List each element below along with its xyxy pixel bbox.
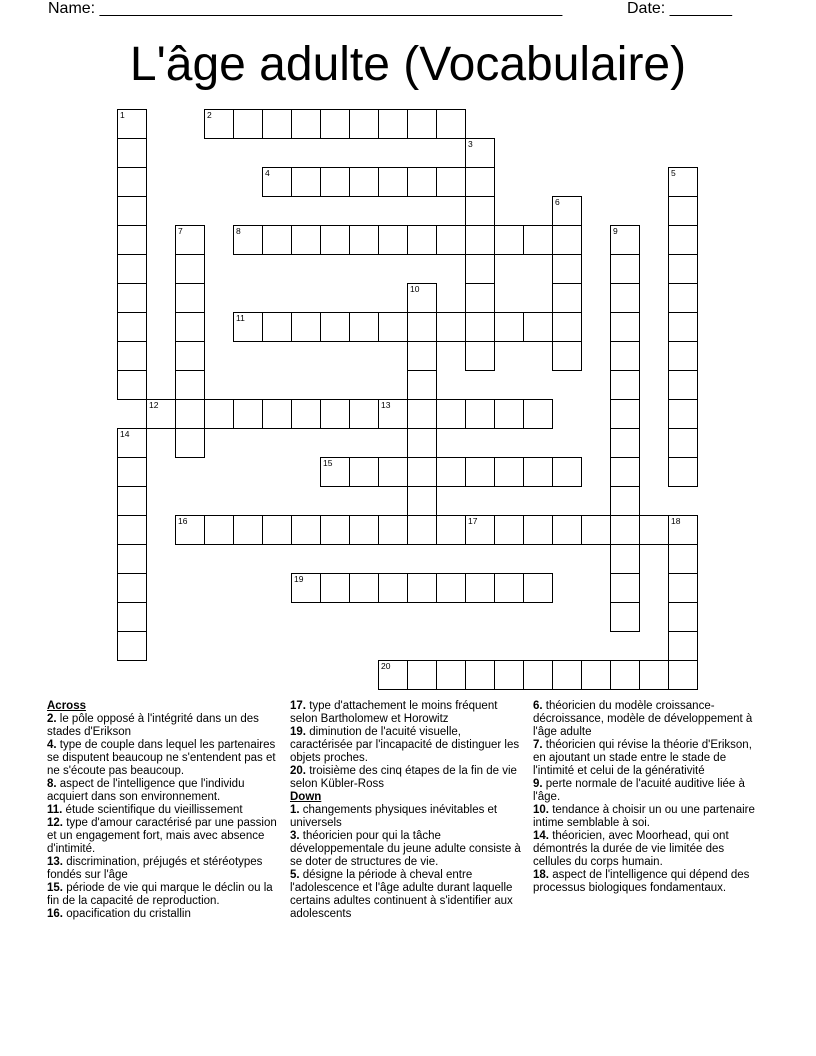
grid-cell[interactable] bbox=[610, 602, 640, 632]
grid-cell[interactable] bbox=[668, 312, 698, 342]
grid-cell[interactable] bbox=[407, 486, 437, 516]
grid-cell[interactable] bbox=[668, 573, 698, 603]
clue-number-label: 9 bbox=[613, 226, 618, 236]
grid-cell[interactable] bbox=[407, 312, 437, 342]
clue-text: troisième des cinq étapes de la fin de vie selon Kübler-Ross bbox=[290, 765, 517, 790]
across-clue bbox=[290, 726, 526, 765]
date-field-label: Date: _______ bbox=[627, 0, 732, 17]
grid-cell[interactable] bbox=[610, 515, 640, 545]
grid-cell[interactable] bbox=[378, 573, 408, 603]
grid-cell[interactable] bbox=[465, 283, 495, 313]
grid-cell[interactable] bbox=[494, 515, 524, 545]
clue-number-label: 16 bbox=[178, 516, 188, 526]
grid-cell[interactable] bbox=[117, 283, 147, 313]
clue-number: 12. bbox=[47, 817, 63, 829]
grid-cell[interactable] bbox=[407, 515, 437, 545]
grid-cell[interactable] bbox=[117, 544, 147, 574]
across-clue bbox=[47, 856, 279, 882]
clue-number-label: 8 bbox=[236, 226, 241, 236]
across-clue bbox=[47, 908, 279, 921]
grid-cell[interactable] bbox=[175, 225, 205, 255]
grid-cell[interactable] bbox=[436, 225, 466, 255]
across-clue bbox=[47, 804, 279, 817]
grid-cell[interactable] bbox=[465, 196, 495, 226]
grid-cell[interactable] bbox=[523, 399, 553, 429]
grid-cell[interactable] bbox=[668, 167, 698, 197]
grid-cell[interactable] bbox=[407, 370, 437, 400]
grid-cell[interactable] bbox=[320, 573, 350, 603]
grid-cell[interactable] bbox=[407, 283, 437, 313]
grid-cell[interactable] bbox=[610, 225, 640, 255]
clue-text: aspect de l'intelligence qui dépend des processus biologiques fondamentaux. bbox=[533, 869, 750, 894]
grid-cell[interactable] bbox=[552, 225, 582, 255]
grid-cell[interactable] bbox=[552, 254, 582, 284]
grid-cell[interactable] bbox=[465, 457, 495, 487]
grid-cell[interactable] bbox=[291, 109, 321, 139]
grid-cell[interactable] bbox=[117, 602, 147, 632]
grid-cell[interactable] bbox=[291, 573, 321, 603]
grid-cell[interactable] bbox=[291, 225, 321, 255]
down-clue bbox=[533, 739, 765, 778]
grid-cell[interactable] bbox=[668, 602, 698, 632]
clue-text: théoricien qui révise la théorie d'Erikson, en ajoutant un stade entre le stade de l'intimité et celui de la générativité bbox=[533, 739, 752, 777]
grid-cell[interactable] bbox=[465, 167, 495, 197]
grid-cell[interactable] bbox=[552, 312, 582, 342]
grid-cell[interactable] bbox=[668, 341, 698, 371]
grid-cell[interactable] bbox=[494, 573, 524, 603]
grid-cell[interactable] bbox=[117, 341, 147, 371]
grid-cell[interactable] bbox=[668, 544, 698, 574]
clue-number: 9. bbox=[533, 778, 543, 790]
grid-cell[interactable] bbox=[494, 399, 524, 429]
grid-cell[interactable] bbox=[175, 515, 205, 545]
clue-number: 4. bbox=[47, 739, 57, 751]
grid-cell[interactable] bbox=[436, 515, 466, 545]
clues-column-2 bbox=[290, 700, 526, 921]
grid-cell[interactable] bbox=[349, 573, 379, 603]
grid-cell[interactable] bbox=[117, 370, 147, 400]
grid-cell[interactable] bbox=[610, 486, 640, 516]
grid-cell[interactable] bbox=[407, 167, 437, 197]
clue-text: période de vie qui marque le déclin ou la fin de la capacité de reproduction. bbox=[47, 882, 273, 907]
grid-cell[interactable] bbox=[320, 109, 350, 139]
clue-number: 10. bbox=[533, 804, 549, 816]
grid-cell[interactable] bbox=[668, 225, 698, 255]
down-heading: Down bbox=[290, 791, 322, 803]
grid-cell[interactable] bbox=[407, 399, 437, 429]
grid-cell[interactable] bbox=[668, 283, 698, 313]
grid-cell[interactable] bbox=[146, 399, 176, 429]
grid-cell[interactable] bbox=[465, 138, 495, 168]
grid-cell[interactable] bbox=[262, 515, 292, 545]
grid-cell[interactable] bbox=[494, 660, 524, 690]
clues-column-3 bbox=[533, 700, 765, 895]
clue-number-label: 7 bbox=[178, 226, 183, 236]
grid-cell[interactable] bbox=[204, 109, 234, 139]
grid-cell[interactable] bbox=[610, 428, 640, 458]
down-clue bbox=[290, 804, 526, 830]
down-clue bbox=[290, 869, 526, 921]
grid-cell[interactable] bbox=[117, 225, 147, 255]
grid-cell[interactable] bbox=[523, 312, 553, 342]
grid-cell[interactable] bbox=[552, 196, 582, 226]
grid-cell[interactable] bbox=[233, 312, 263, 342]
grid-cell[interactable] bbox=[407, 660, 437, 690]
clue-number-label: 5 bbox=[671, 168, 676, 178]
down-clue bbox=[533, 804, 765, 830]
down-clue bbox=[533, 869, 765, 895]
grid-cell[interactable] bbox=[523, 225, 553, 255]
grid-cell[interactable] bbox=[436, 573, 466, 603]
across-clue bbox=[47, 739, 279, 778]
clue-text: type d'attachement le moins fréquent selon Bartholomew et Horowitz bbox=[290, 700, 498, 725]
across-clue bbox=[47, 778, 279, 804]
grid-cell[interactable] bbox=[668, 631, 698, 661]
clue-number: 11. bbox=[47, 804, 63, 816]
grid-cell[interactable] bbox=[175, 399, 205, 429]
grid-cell[interactable] bbox=[436, 167, 466, 197]
grid-cell[interactable] bbox=[349, 167, 379, 197]
grid-cell[interactable] bbox=[668, 399, 698, 429]
clue-number-label: 15 bbox=[323, 458, 333, 468]
grid-cell[interactable] bbox=[320, 312, 350, 342]
clue-number-label: 12 bbox=[149, 400, 159, 410]
grid-cell[interactable] bbox=[233, 109, 263, 139]
clue-number-label: 13 bbox=[381, 400, 391, 410]
grid-cell[interactable] bbox=[523, 457, 553, 487]
grid-cell[interactable] bbox=[407, 428, 437, 458]
grid-cell[interactable] bbox=[291, 312, 321, 342]
clue-text: théoricien du modèle croissance-décroissance, modèle de développement à l'âge adulte bbox=[533, 700, 753, 738]
grid-cell[interactable] bbox=[610, 341, 640, 371]
grid-cell[interactable] bbox=[378, 225, 408, 255]
grid-cell[interactable] bbox=[349, 457, 379, 487]
clue-number-label: 3 bbox=[468, 139, 473, 149]
clue-number-label: 6 bbox=[555, 197, 560, 207]
clue-text: désigne la période à cheval entre l'adolescence et l'âge adulte durant laquelle certains adultes continuent à s'identifier aux adolescents bbox=[290, 869, 513, 920]
grid-cell[interactable] bbox=[233, 225, 263, 255]
grid-cell[interactable] bbox=[436, 312, 466, 342]
grid-cell[interactable] bbox=[378, 109, 408, 139]
clue-number: 6. bbox=[533, 700, 543, 712]
grid-cell[interactable] bbox=[320, 399, 350, 429]
grid-cell[interactable] bbox=[523, 660, 553, 690]
down-clue bbox=[533, 778, 765, 804]
grid-cell[interactable] bbox=[610, 254, 640, 284]
grid-cell[interactable] bbox=[436, 660, 466, 690]
grid-cell[interactable] bbox=[465, 312, 495, 342]
grid-cell[interactable] bbox=[668, 370, 698, 400]
grid-cell[interactable] bbox=[610, 573, 640, 603]
grid-cell[interactable] bbox=[175, 312, 205, 342]
clue-number: 16. bbox=[47, 908, 63, 920]
clue-number: 20. bbox=[290, 765, 306, 777]
across-clue bbox=[290, 700, 526, 726]
across-clue bbox=[47, 882, 279, 908]
grid-cell[interactable] bbox=[233, 515, 263, 545]
grid-cell[interactable] bbox=[320, 225, 350, 255]
grid-cell[interactable] bbox=[117, 254, 147, 284]
grid-cell[interactable] bbox=[204, 399, 234, 429]
grid-cell[interactable] bbox=[262, 225, 292, 255]
grid-cell[interactable] bbox=[494, 312, 524, 342]
grid-cell[interactable] bbox=[233, 399, 263, 429]
clue-number-label: 17 bbox=[468, 516, 478, 526]
clue-number: 13. bbox=[47, 856, 63, 868]
across-heading: Across bbox=[47, 700, 86, 712]
grid-cell[interactable] bbox=[349, 225, 379, 255]
clue-number: 1. bbox=[290, 804, 300, 816]
grid-cell[interactable] bbox=[117, 196, 147, 226]
grid-cell[interactable] bbox=[320, 457, 350, 487]
grid-cell[interactable] bbox=[523, 573, 553, 603]
clue-number-label: 1 bbox=[120, 110, 125, 120]
clue-text: diminution de l'acuité visuelle, caractérisée par l'incapacité de distinguer les objets proches. bbox=[290, 726, 520, 764]
clue-text: perte normale de l'acuité auditive liée à l'âge. bbox=[533, 778, 745, 803]
grid-cell[interactable] bbox=[436, 457, 466, 487]
grid-cell[interactable] bbox=[117, 138, 147, 168]
clue-number: 15. bbox=[47, 882, 63, 894]
grid-cell[interactable] bbox=[378, 312, 408, 342]
grid-cell[interactable] bbox=[117, 167, 147, 197]
clue-text: aspect de l'intelligence que l'individu acquiert dans son environnement. bbox=[47, 778, 245, 803]
grid-cell[interactable] bbox=[175, 254, 205, 284]
clue-text: opacification du cristallin bbox=[63, 908, 191, 920]
clue-number-label: 2 bbox=[207, 110, 212, 120]
grid-cell[interactable] bbox=[668, 428, 698, 458]
clue-number: 8. bbox=[47, 778, 57, 790]
grid-cell[interactable] bbox=[320, 167, 350, 197]
grid-cell[interactable] bbox=[291, 167, 321, 197]
clue-number: 17. bbox=[290, 700, 306, 712]
grid-cell[interactable] bbox=[204, 515, 234, 545]
clue-number: 14. bbox=[533, 830, 549, 842]
grid-cell[interactable] bbox=[668, 515, 698, 545]
grid-cell[interactable] bbox=[610, 283, 640, 313]
clue-number: 3. bbox=[290, 830, 300, 842]
grid-cell[interactable] bbox=[117, 428, 147, 458]
grid-cell[interactable] bbox=[349, 399, 379, 429]
clue-text: étude scientifique du vieillissement bbox=[62, 804, 243, 816]
grid-cell[interactable] bbox=[668, 660, 698, 690]
grid-cell[interactable] bbox=[494, 457, 524, 487]
grid-cell[interactable] bbox=[639, 660, 669, 690]
grid-cell[interactable] bbox=[581, 515, 611, 545]
grid-cell[interactable] bbox=[175, 370, 205, 400]
grid-cell[interactable] bbox=[262, 167, 292, 197]
grid-cell[interactable] bbox=[262, 109, 292, 139]
clue-number: 18. bbox=[533, 869, 549, 881]
grid-cell[interactable] bbox=[639, 515, 669, 545]
grid-cell[interactable] bbox=[465, 515, 495, 545]
grid-cell[interactable] bbox=[552, 515, 582, 545]
grid-cell[interactable] bbox=[465, 341, 495, 371]
clue-number-label: 18 bbox=[671, 516, 681, 526]
clue-number-label: 19 bbox=[294, 574, 304, 584]
grid-cell[interactable] bbox=[320, 515, 350, 545]
clue-text: théoricien pour qui la tâche développementale du jeune adulte consiste à se doter de structures de vie. bbox=[290, 830, 521, 868]
grid-cell[interactable] bbox=[552, 341, 582, 371]
grid-cell[interactable] bbox=[668, 254, 698, 284]
grid-cell[interactable] bbox=[349, 515, 379, 545]
grid-cell[interactable] bbox=[552, 283, 582, 313]
grid-cell[interactable] bbox=[465, 254, 495, 284]
clue-text: discrimination, préjugés et stéréotypes fondés sur l'âge bbox=[47, 856, 263, 881]
grid-cell[interactable] bbox=[552, 660, 582, 690]
grid-cell[interactable] bbox=[291, 399, 321, 429]
grid-cell[interactable] bbox=[407, 109, 437, 139]
down-clue bbox=[533, 830, 765, 869]
grid-cell[interactable] bbox=[378, 167, 408, 197]
grid-cell[interactable] bbox=[465, 660, 495, 690]
grid-cell[interactable] bbox=[610, 544, 640, 574]
clue-text: tendance à choisir un ou une partenaire intime semblable à soi. bbox=[533, 804, 755, 829]
grid-cell[interactable] bbox=[117, 573, 147, 603]
grid-cell[interactable] bbox=[465, 399, 495, 429]
grid-cell[interactable] bbox=[407, 225, 437, 255]
clue-text: type de couple dans lequel les partenaires se disputent beaucoup ne s'entendent pas et ne s'écoute pas beaucoup. bbox=[47, 739, 276, 777]
grid-cell[interactable] bbox=[610, 660, 640, 690]
clue-number-label: 4 bbox=[265, 168, 270, 178]
grid-cell[interactable] bbox=[552, 457, 582, 487]
grid-cell[interactable] bbox=[262, 312, 292, 342]
grid-cell[interactable] bbox=[407, 341, 437, 371]
down-clue bbox=[533, 700, 765, 739]
clue-number: 19. bbox=[290, 726, 306, 738]
grid-cell[interactable] bbox=[378, 660, 408, 690]
page-title: L'âge adulte (Vocabulaire) bbox=[129, 38, 687, 91]
grid-cell[interactable] bbox=[349, 109, 379, 139]
grid-cell[interactable] bbox=[407, 457, 437, 487]
grid-cell[interactable] bbox=[494, 225, 524, 255]
down-clue bbox=[290, 830, 526, 869]
grid-cell[interactable] bbox=[610, 312, 640, 342]
grid-cell[interactable] bbox=[117, 486, 147, 516]
grid-cell[interactable] bbox=[117, 631, 147, 661]
grid-cell[interactable] bbox=[291, 515, 321, 545]
clue-text: changements physiques inévitables et universels bbox=[290, 804, 498, 829]
grid-cell[interactable] bbox=[436, 109, 466, 139]
grid-cell[interactable] bbox=[610, 457, 640, 487]
across-clue bbox=[47, 817, 279, 856]
grid-cell[interactable] bbox=[610, 399, 640, 429]
grid-cell[interactable] bbox=[610, 370, 640, 400]
grid-cell[interactable] bbox=[407, 573, 437, 603]
clue-number: 2. bbox=[47, 713, 57, 725]
name-field-label: Name: ____________________________________________________ bbox=[48, 0, 563, 17]
clue-number-label: 20 bbox=[381, 661, 391, 671]
grid-cell[interactable] bbox=[175, 341, 205, 371]
across-clue bbox=[290, 765, 526, 791]
grid-cell[interactable] bbox=[117, 515, 147, 545]
grid-cell[interactable] bbox=[117, 312, 147, 342]
grid-cell[interactable] bbox=[262, 399, 292, 429]
grid-cell[interactable] bbox=[436, 399, 466, 429]
grid-cell[interactable] bbox=[581, 660, 611, 690]
across-clue bbox=[47, 713, 279, 739]
clue-number-label: 10 bbox=[410, 284, 420, 294]
clue-number-label: 11 bbox=[236, 313, 245, 323]
grid-cell[interactable] bbox=[523, 515, 553, 545]
grid-cell[interactable] bbox=[668, 457, 698, 487]
grid-cell[interactable] bbox=[117, 109, 147, 139]
grid-cell[interactable] bbox=[117, 457, 147, 487]
clue-number: 7. bbox=[533, 739, 543, 751]
clue-text: théoricien, avec Moorhead, qui ont démontrés la durée de vie limitée des cellules du corps humain. bbox=[533, 830, 729, 868]
grid-cell[interactable] bbox=[465, 225, 495, 255]
grid-cell[interactable] bbox=[175, 283, 205, 313]
clue-number: 5. bbox=[290, 869, 300, 881]
clue-text: type d'amour caractérisé par une passion et un engagement fort, mais avec absence d'intimité. bbox=[47, 817, 277, 855]
grid-cell[interactable] bbox=[465, 573, 495, 603]
grid-cell[interactable] bbox=[378, 457, 408, 487]
clue-text: le pôle opposé à l'intégrité dans un des stades d'Erikson bbox=[47, 713, 259, 738]
grid-cell[interactable] bbox=[349, 312, 379, 342]
grid-cell[interactable] bbox=[175, 428, 205, 458]
grid-cell[interactable] bbox=[378, 515, 408, 545]
grid-cell[interactable] bbox=[378, 399, 408, 429]
grid-cell[interactable] bbox=[668, 196, 698, 226]
clue-number-label: 14 bbox=[120, 429, 130, 439]
clues-column-1 bbox=[47, 700, 279, 921]
